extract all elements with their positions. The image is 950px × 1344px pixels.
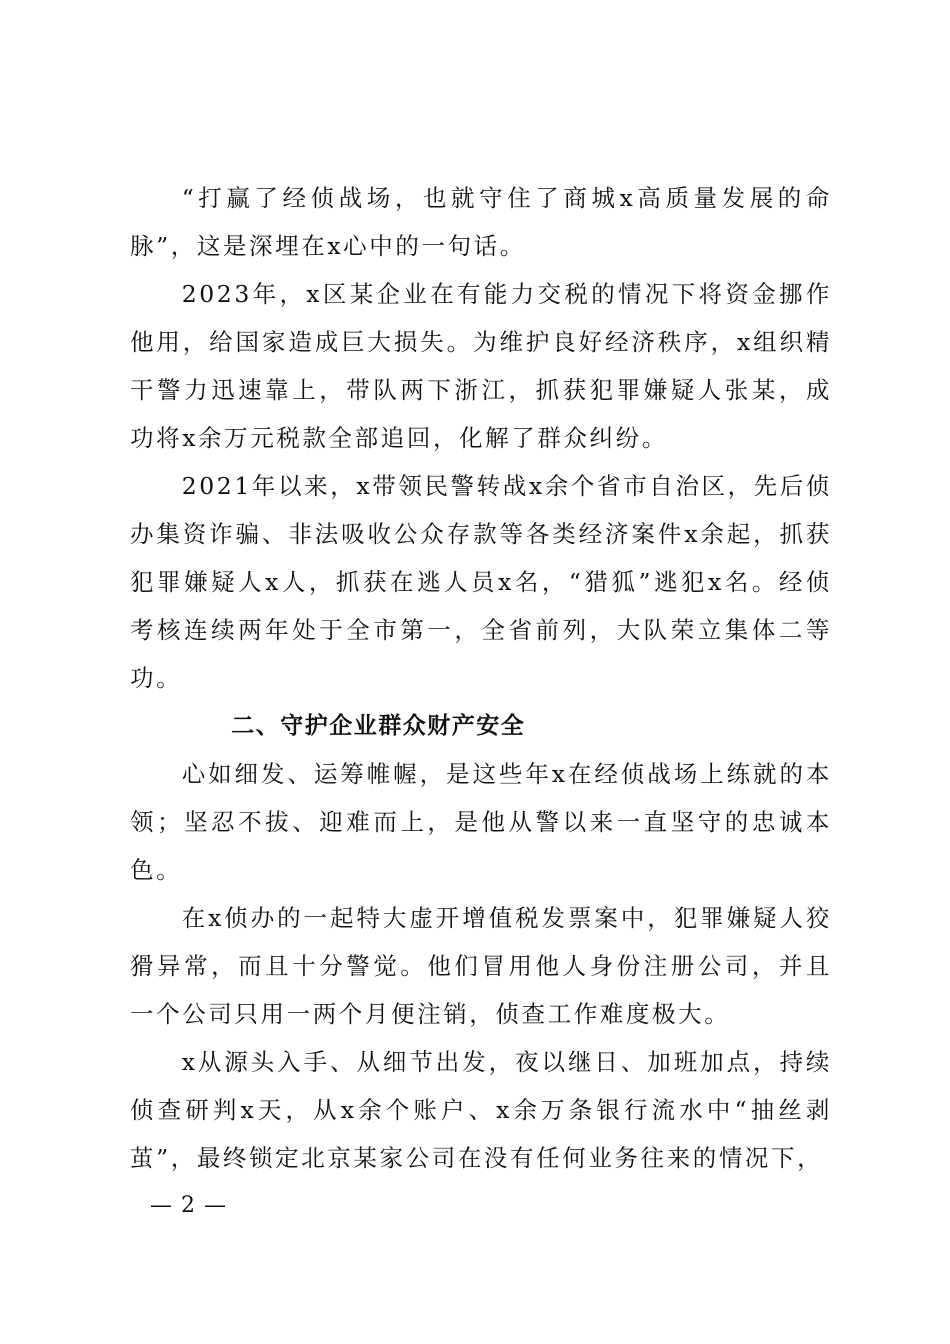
paragraph-6: x从源头入手、从细节出发，夜以继日、加班加点，持续侦查研判x天，从x余个账户、x余万条银行流水中“抽丝剥茧”，最终锁定北京某家公司在没有任何业务往来的情况下， bbox=[130, 1048, 832, 1172]
page-number: — 2 — bbox=[150, 1193, 227, 1218]
paragraph-3: 2021年以来，x带领民警转战x余个省市自治区，先后侦办集资诈骗、非法吸收公众存款等各类经济案件x余起，抓获犯罪嫌疑人x人，抓获在逃人员x名，“猎狐”逃犯x名。经侦考核连续两年处于全市第一，全省前列，大队荣立集体二等功。 bbox=[130, 472, 832, 692]
paragraph-5: 在x侦办的一起特大虚开增值税发票案中，犯罪嫌疑人狡猾异常，而且十分警觉。他们冒用他人身份注册公司，并且一个公司只用一两个月便注销，侦查工作难度极大。 bbox=[130, 904, 832, 1028]
section-heading: 二、守护企业群众财产安全 bbox=[231, 713, 526, 739]
paragraph-1: “打赢了经侦战场，也就守住了商城x高质量发展的命脉”，这是深埋在x心中的一句话。 bbox=[130, 184, 832, 260]
paragraph-2: 2023年，x区某企业在有能力交税的情况下将资金挪作他用，给国家造成巨大损失。为维护良好经济秩序，x组织精干警力迅速靠上，带队两下浙江，抓获犯罪嫌疑人张某，成功将x余万元税款全部追回，化解了群众纠纷。 bbox=[130, 280, 832, 452]
paragraph-4: 心如细发、运筹帷幄，是这些年x在经侦战场上练就的本领；坚忍不拔、迎难而上，是他从警以来一直坚守的忠诚本色。 bbox=[130, 760, 832, 884]
document-body bbox=[130, 174, 832, 1182]
